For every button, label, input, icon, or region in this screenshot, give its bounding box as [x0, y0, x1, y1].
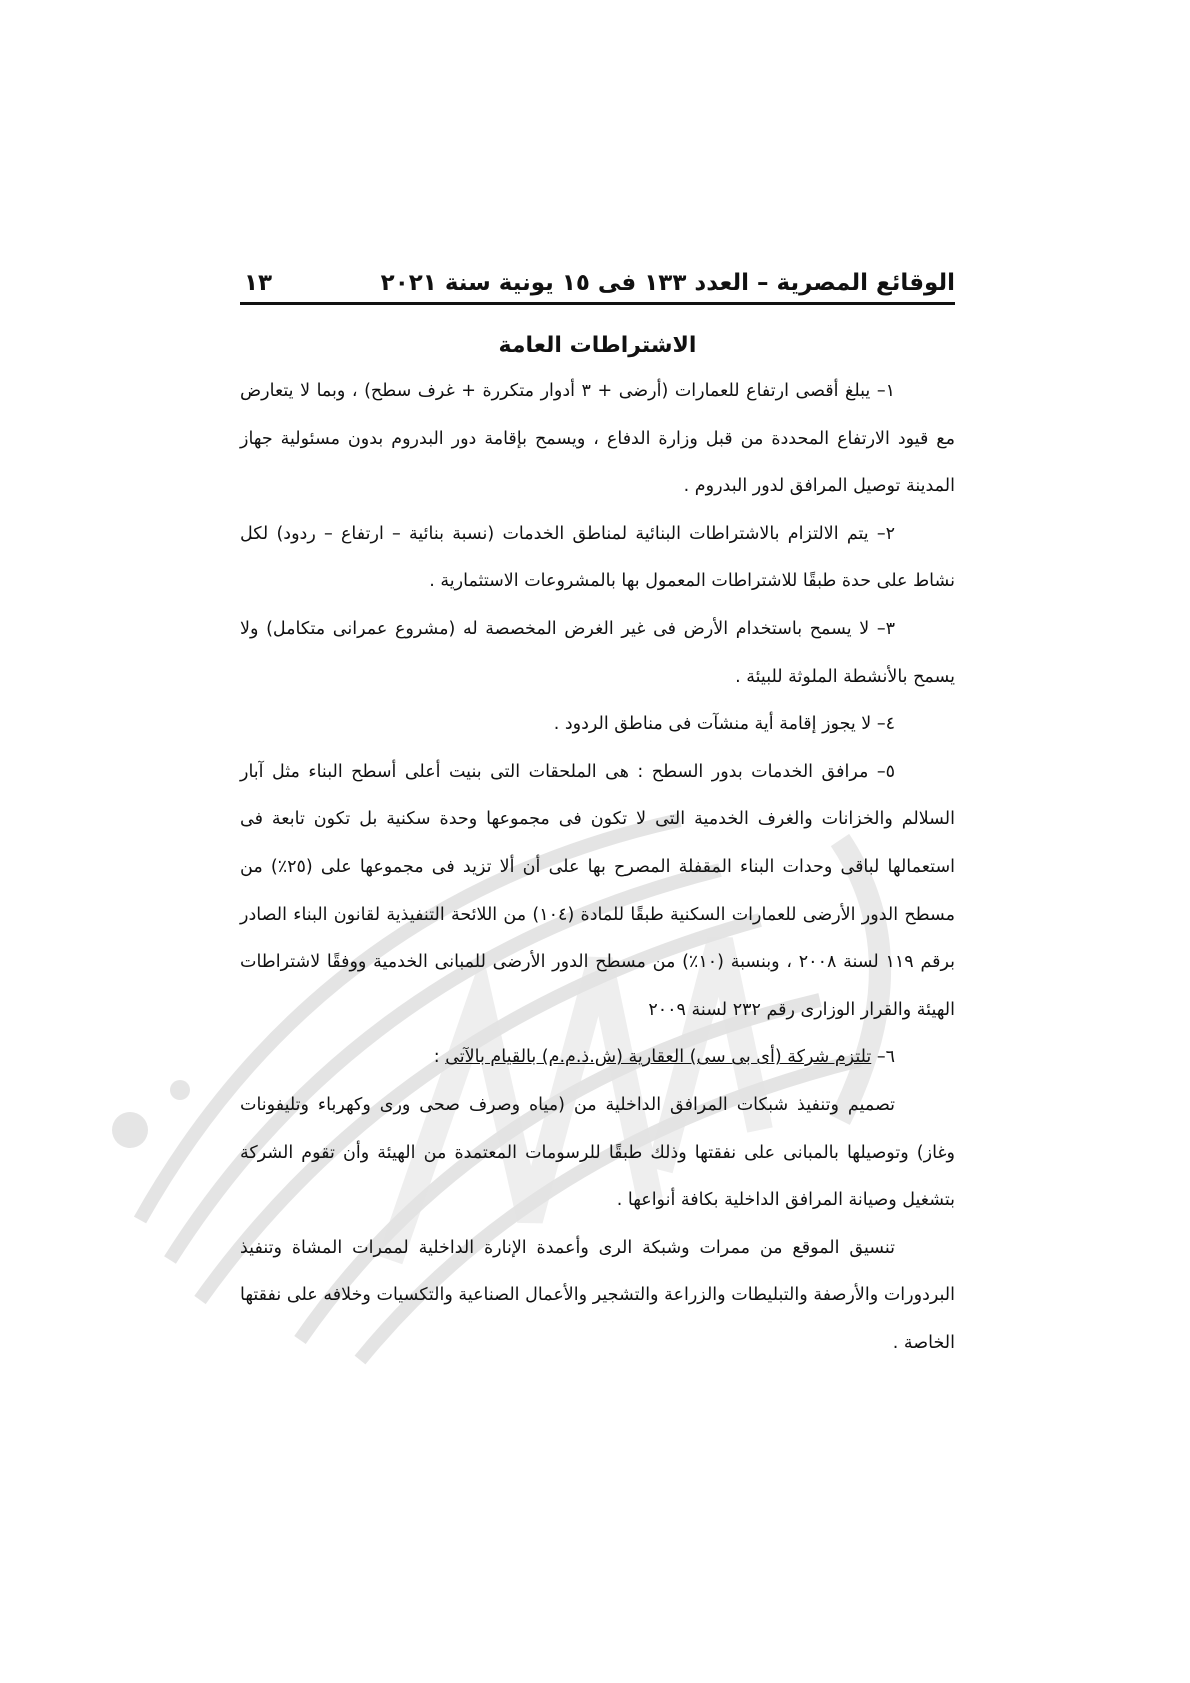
- document-page: [240, 270, 955, 1367]
- page-number: ١٣: [244, 270, 273, 296]
- section-title: الاشتراطات العامة: [498, 333, 697, 358]
- paragraph-3: ٣– لا يسمح باستخدام الأرض فى غير الغرض المخصصة له (مشروع عمرانى متكامل) ولا يسمح بالأنشطة الملوثة للبيئة .: [240, 618, 955, 687]
- paragraph-7: تصميم وتنفيذ شبكات المرافق الداخلية من (مياه وصرف صحى ورى وكهرباء وتليفونات وغاز) وتوصيلها بالمبانى على نفقتها وذلك طبقًا للرسومات المعتمدة من الهيئة وأن تقوم الشركة بتشغيل وصيانة المرافق الداخلية بكافة أنواعها .: [240, 1094, 955, 1211]
- page-header: [240, 270, 955, 305]
- paragraph-8: تنسيق الموقع من ممرات وشبكة الرى وأعمدة الإنارة الداخلية لممرات المشاة وتنفيذ البردورات والأرصفة والتبليطات والزراعة والتشجير والأعمال الصناعية والتكسيات وخلافه على نفقتها الخاصة .: [240, 1237, 955, 1353]
- item6-prefix: ٦–: [871, 1047, 895, 1068]
- paragraph-1: ١– يبلغ أقصى ارتفاع للعمارات (أرضى + ٣ أدوار متكررة + غرف سطح) ، وبما لا يتعارض مع قيود الارتفاع المحددة من قبل وزارة الدفاع ، ويسمح بإقامة دور البدروم بدون مسئولية جهاز المدينة توصيل المرافق لدور البدروم .: [240, 381, 955, 497]
- item6-suffix: :: [433, 1047, 446, 1068]
- paragraph-2: ٢– يتم الالتزام بالاشتراطات البنائية لمناطق الخدمات (نسبة بنائية – ارتفاع – ردود) لكل نشاط على حدة طبقًا للاشتراطات المعمول بها بالمشروعات الاستثمارية .: [240, 523, 955, 592]
- paragraph-6: [240, 1034, 955, 1082]
- paragraph-4: ٤– لا يجوز إقامة أية منشآت فى مناطق الردود .: [553, 714, 895, 735]
- header-title: الوقائع المصرية – العدد ١٣٣ فى ١٥ يونية سنة ٢٠٢١: [380, 270, 955, 296]
- item6-underlined-text: تلتزم شركة (أى بى سى) العقارية (ش.ذ.م.م) بالقيام بالآتى: [445, 1047, 872, 1068]
- paragraph-5: ٥– مرافق الخدمات بدور السطح : هى الملحقات التى بنيت أعلى أسطح البناء مثل آبار السلالم والخزانات والغرف الخدمية التى لا تكون فى مجموعها وحدة سكنية بل تكون تابعة فى استعمالها لباقى وحدات البناء المقفلة المصرح بها على أن ألا تزيد فى مجموعها على (٢٥٪) من مسطح الدور الأرضى للعمارات السكنية طبقًا للمادة (١٠٤) من اللائحة التنفيذية لقانون البناء الصادر برقم ١١٩ لسنة ٢٠٠٨ ، وبنسبة (١٠٪) من مسطح الدور الأرضى للمبانى الخدمية ووفقًا لاشتراطات الهيئة والقرار الوزارى رقم ٢٣٢ لسنة ٢٠٠٩: [240, 761, 955, 1020]
- document-body: [240, 368, 955, 1367]
